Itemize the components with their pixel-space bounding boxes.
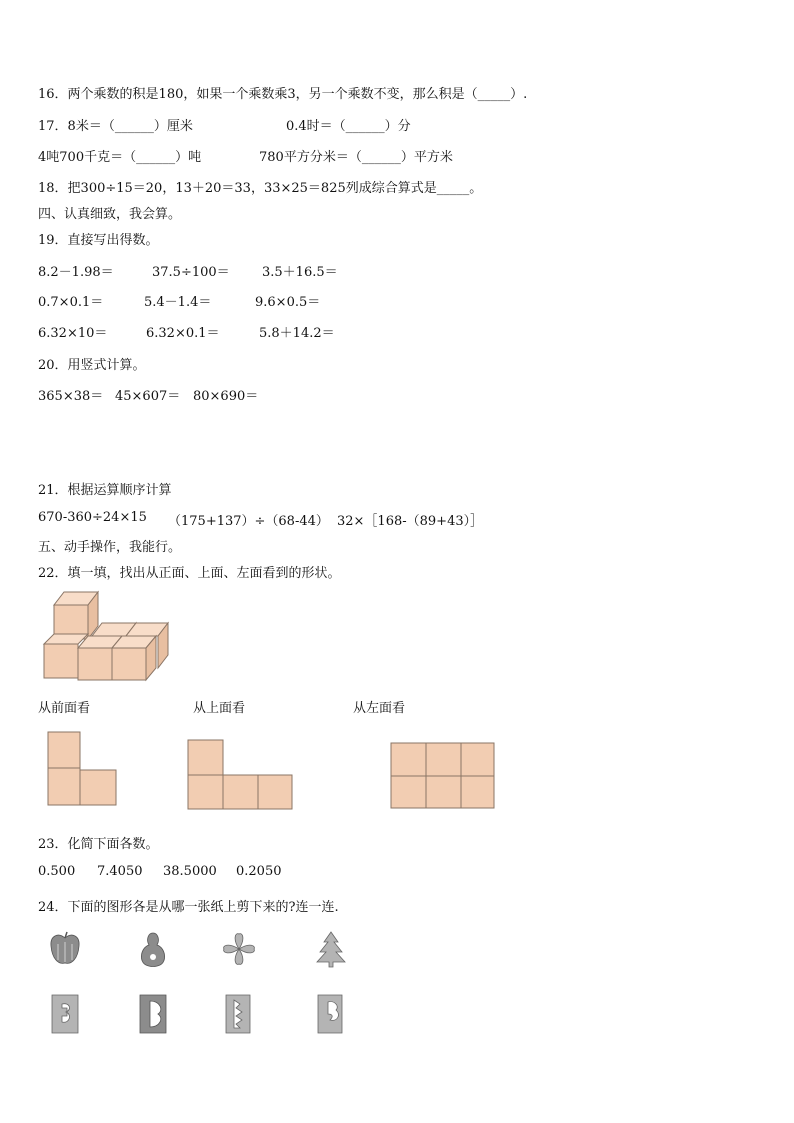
apple-shape-icon (48, 930, 82, 968)
q21-item-2: （175+137）÷（68-44） (168, 514, 329, 529)
paper-piece-1-icon (48, 992, 82, 1036)
question-17-b: 0.4时＝（______）分 (286, 119, 411, 134)
paper-piece-3-icon (222, 992, 256, 1036)
paper-piece-2-icon (136, 992, 170, 1036)
tree-shape-icon (314, 930, 348, 968)
question-19-title: 19．直接写出得数。 (38, 233, 159, 248)
question-21-title: 21．根据运算顺序计算 (38, 483, 172, 498)
view-label-top: 从上面看 (193, 701, 246, 716)
question-24-title: 24．下面的图形各是从哪一张纸上剪下来的?连一连. (38, 900, 339, 915)
question-17-c: 4吨700千克＝（______）吨 (38, 150, 202, 165)
q23-item-2: 7.4050 (97, 864, 143, 879)
q19-row-2-col-2: 5.4－1.4＝ (144, 295, 212, 310)
q19-row-1-col-2: 37.5÷100＝ (152, 265, 230, 280)
question-22-title: 22．填一填，找出从正面、上面、左面看到的形状。 (38, 566, 341, 581)
q19-row-3-col-3: 5.8＋14.2＝ (259, 326, 335, 341)
left-view-figure (389, 741, 497, 811)
q20-item-3: 80×690＝ (193, 389, 259, 404)
view-label-left: 从左面看 (353, 701, 406, 716)
cube-stack-figure (40, 588, 175, 684)
q23-item-4: 0.2050 (236, 864, 282, 879)
question-16: 16．两个乘数的积是180，如果一个乘数乘3，另一个乘数不变，那么积是（_____）. (38, 87, 528, 102)
q21-item-1: 670-360÷24×15 (38, 510, 147, 525)
question-17-a: 17．8米＝（______）厘米 (38, 119, 193, 134)
paper-piece-4-icon (314, 992, 348, 1036)
q19-row-1-col-1: 8.2－1.98＝ (38, 265, 114, 280)
question-17-d: 780平方分米＝（______）平方米 (259, 150, 453, 165)
top-cube (54, 592, 98, 639)
view-label-front: 从前面看 (38, 701, 91, 716)
q19-row-3-col-2: 6.32×0.1＝ (146, 326, 220, 341)
q20-item-1: 365×38＝ (38, 389, 104, 404)
section-4-heading: 四、认真细致，我会算。 (38, 207, 182, 222)
q19-row-2-col-3: 9.6×0.5＝ (255, 295, 321, 310)
top-view-figure (186, 738, 296, 812)
question-20-title: 20．用竖式计算。 (38, 358, 146, 373)
q19-row-3-col-1: 6.32×10＝ (38, 326, 108, 341)
q19-row-1-col-3: 3.5＋16.5＝ (262, 265, 338, 280)
q20-item-2: 45×607＝ (115, 389, 181, 404)
gourd-shape-icon (136, 930, 170, 968)
q23-item-1: 0.500 (38, 864, 76, 879)
q23-item-3: 38.5000 (163, 864, 217, 879)
flower-shape-icon (220, 930, 258, 968)
q21-item-3: 32×［168-（89+43）］ (337, 514, 484, 529)
section-5-heading: 五、动手操作，我能行。 (38, 540, 182, 555)
question-23-title: 23．化简下面各数。 (38, 837, 159, 852)
question-18: 18．把300÷15＝20，13＋20＝33，33×25＝825列成综合算式是_____。 (38, 181, 483, 196)
front-cube-3 (112, 636, 156, 680)
front-view-figure (46, 730, 120, 808)
q19-row-2-col-1: 0.7×0.1＝ (38, 295, 104, 310)
